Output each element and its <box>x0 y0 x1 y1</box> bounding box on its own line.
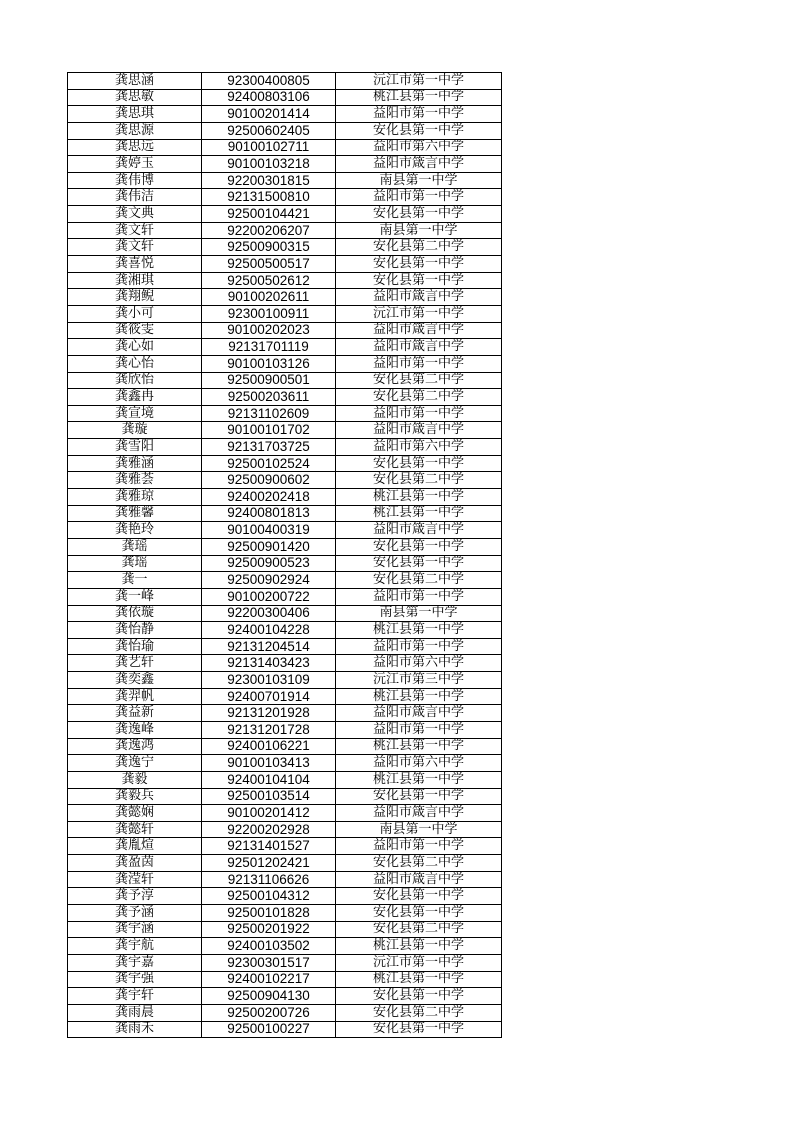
exam-number-cell: 92200300406 <box>202 605 336 622</box>
exam-number-cell: 90100200722 <box>202 588 336 605</box>
exam-number-cell: 92300103109 <box>202 672 336 689</box>
table-row <box>68 272 502 289</box>
table-row <box>68 455 502 472</box>
table-row <box>68 372 502 389</box>
school-name-cell: 益阳市箴言中学 <box>336 322 502 339</box>
table-row <box>68 305 502 322</box>
school-name-cell: 安化县第二中学 <box>336 372 502 389</box>
school-name-cell: 南县第一中学 <box>336 172 502 189</box>
exam-number-cell: 90100103126 <box>202 355 336 372</box>
student-name-cell: 龚心如 <box>68 339 202 356</box>
table-row <box>68 971 502 988</box>
school-name-cell: 益阳市箴言中学 <box>336 705 502 722</box>
student-name-cell: 龚文轩 <box>68 222 202 239</box>
exam-number-cell: 92500901420 <box>202 538 336 555</box>
school-name-cell: 桃江县第一中学 <box>336 505 502 522</box>
school-name-cell: 益阳市第一中学 <box>336 405 502 422</box>
student-name-cell: 龚欣怡 <box>68 372 202 389</box>
exam-number-cell: 92131703725 <box>202 439 336 456</box>
student-name-cell: 龚毅 <box>68 771 202 788</box>
school-name-cell: 安化县第一中学 <box>336 988 502 1005</box>
exam-number-cell: 92131401527 <box>202 838 336 855</box>
exam-number-cell: 92500904130 <box>202 988 336 1005</box>
student-roster-table <box>67 72 502 1038</box>
exam-number-cell: 92400102217 <box>202 971 336 988</box>
student-name-cell: 龚雅琼 <box>68 489 202 506</box>
table-row <box>68 738 502 755</box>
table-row <box>68 222 502 239</box>
exam-number-cell: 92500900523 <box>202 555 336 572</box>
student-name-cell: 龚怡瑜 <box>68 638 202 655</box>
student-name-cell: 龚翔鲵 <box>68 289 202 306</box>
student-name-cell: 龚宇嘉 <box>68 954 202 971</box>
student-name-cell: 龚思涵 <box>68 73 202 90</box>
exam-number-cell: 92131201728 <box>202 721 336 738</box>
exam-number-cell: 92300400805 <box>202 73 336 90</box>
student-name-cell: 龚伟洁 <box>68 189 202 206</box>
school-name-cell: 安化县第二中学 <box>336 921 502 938</box>
student-name-cell: 龚宣境 <box>68 405 202 422</box>
school-name-cell: 安化县第一中学 <box>336 905 502 922</box>
table-row <box>68 1021 502 1038</box>
student-name-cell: 龚宇轩 <box>68 988 202 1005</box>
table-row <box>68 805 502 822</box>
school-name-cell: 安化县第二中学 <box>336 855 502 872</box>
school-name-cell: 益阳市箴言中学 <box>336 289 502 306</box>
exam-number-cell: 92131102609 <box>202 405 336 422</box>
student-name-cell: 龚思琪 <box>68 106 202 123</box>
table-row <box>68 389 502 406</box>
student-name-cell: 龚文典 <box>68 206 202 223</box>
table-row <box>68 605 502 622</box>
exam-number-cell: 90100103413 <box>202 755 336 772</box>
table-row <box>68 622 502 639</box>
student-name-cell: 龚逸峰 <box>68 721 202 738</box>
table-row <box>68 256 502 273</box>
exam-number-cell: 92131106626 <box>202 871 336 888</box>
exam-number-cell: 92500103514 <box>202 788 336 805</box>
exam-number-cell: 92500602405 <box>202 122 336 139</box>
school-name-cell: 益阳市第六中学 <box>336 755 502 772</box>
exam-number-cell: 92400103502 <box>202 938 336 955</box>
table-row <box>68 921 502 938</box>
exam-number-cell: 90100400319 <box>202 522 336 539</box>
exam-number-cell: 92400801813 <box>202 505 336 522</box>
table-row <box>68 771 502 788</box>
exam-number-cell: 92500201922 <box>202 921 336 938</box>
student-name-cell: 龚逸鸿 <box>68 738 202 755</box>
exam-number-cell: 92400803106 <box>202 89 336 106</box>
table-row <box>68 938 502 955</box>
exam-number-cell: 92500100227 <box>202 1021 336 1038</box>
exam-number-cell: 90100201414 <box>202 106 336 123</box>
school-name-cell: 安化县第二中学 <box>336 239 502 256</box>
school-name-cell: 益阳市箴言中学 <box>336 805 502 822</box>
table-row <box>68 838 502 855</box>
table-row <box>68 339 502 356</box>
student-name-cell: 龚小可 <box>68 305 202 322</box>
student-name-cell: 龚宇涵 <box>68 921 202 938</box>
school-name-cell: 桃江县第一中学 <box>336 89 502 106</box>
table-row <box>68 672 502 689</box>
student-name-cell: 龚璇 <box>68 422 202 439</box>
table-row <box>68 755 502 772</box>
table-row <box>68 1004 502 1021</box>
school-name-cell: 南县第一中学 <box>336 605 502 622</box>
table-row <box>68 855 502 872</box>
table-row <box>68 289 502 306</box>
exam-number-cell: 90100101702 <box>202 422 336 439</box>
table-row <box>68 871 502 888</box>
student-name-cell: 龚予淳 <box>68 888 202 905</box>
student-name-cell: 龚文轩 <box>68 239 202 256</box>
table-row <box>68 405 502 422</box>
table-row <box>68 472 502 489</box>
table-row <box>68 422 502 439</box>
exam-number-cell: 92131201928 <box>202 705 336 722</box>
table-row <box>68 721 502 738</box>
table-row <box>68 505 502 522</box>
student-name-cell: 龚宇强 <box>68 971 202 988</box>
table-row <box>68 156 502 173</box>
school-name-cell: 桃江县第一中学 <box>336 489 502 506</box>
exam-number-cell: 92131403423 <box>202 655 336 672</box>
exam-number-cell: 92300100911 <box>202 305 336 322</box>
student-name-cell: 龚雅荟 <box>68 472 202 489</box>
student-name-cell: 龚雨禾 <box>68 1021 202 1038</box>
school-name-cell: 安化县第一中学 <box>336 788 502 805</box>
student-name-cell: 龚瑶 <box>68 555 202 572</box>
student-name-cell: 龚一峰 <box>68 588 202 605</box>
school-name-cell: 益阳市第一中学 <box>336 638 502 655</box>
table-row <box>68 73 502 90</box>
exam-number-cell: 90100202611 <box>202 289 336 306</box>
exam-number-cell: 92500101828 <box>202 905 336 922</box>
school-name-cell: 益阳市箴言中学 <box>336 156 502 173</box>
table-row <box>68 239 502 256</box>
exam-number-cell: 92500500517 <box>202 256 336 273</box>
table-row <box>68 788 502 805</box>
table-row <box>68 189 502 206</box>
exam-number-cell: 92200206207 <box>202 222 336 239</box>
school-name-cell: 益阳市第一中学 <box>336 838 502 855</box>
school-name-cell: 桃江县第一中学 <box>336 971 502 988</box>
exam-number-cell: 92500200726 <box>202 1004 336 1021</box>
student-name-cell: 龚盈茵 <box>68 855 202 872</box>
school-name-cell: 安化县第一中学 <box>336 555 502 572</box>
school-name-cell: 益阳市箴言中学 <box>336 339 502 356</box>
exam-number-cell: 92500902924 <box>202 572 336 589</box>
table-row <box>68 106 502 123</box>
student-name-cell: 龚逸宁 <box>68 755 202 772</box>
student-name-cell: 龚思远 <box>68 139 202 156</box>
school-name-cell: 安化县第一中学 <box>336 538 502 555</box>
school-name-cell: 安化县第二中学 <box>336 1004 502 1021</box>
exam-number-cell: 92300301517 <box>202 954 336 971</box>
table-row <box>68 172 502 189</box>
school-name-cell: 安化县第一中学 <box>336 122 502 139</box>
table-row <box>68 954 502 971</box>
exam-number-cell: 92400104228 <box>202 622 336 639</box>
table-row <box>68 355 502 372</box>
table-row <box>68 572 502 589</box>
exam-number-cell: 92131204514 <box>202 638 336 655</box>
student-name-cell: 龚益新 <box>68 705 202 722</box>
table-row <box>68 555 502 572</box>
table-row <box>68 821 502 838</box>
student-name-cell: 龚懿轩 <box>68 821 202 838</box>
school-name-cell: 益阳市箴言中学 <box>336 871 502 888</box>
table-row <box>68 905 502 922</box>
exam-number-cell: 92501202421 <box>202 855 336 872</box>
exam-number-cell: 90100202023 <box>202 322 336 339</box>
exam-number-cell: 92400701914 <box>202 688 336 705</box>
table-row <box>68 89 502 106</box>
school-name-cell: 安化县第一中学 <box>336 256 502 273</box>
school-name-cell: 安化县第一中学 <box>336 455 502 472</box>
school-name-cell: 益阳市第一中学 <box>336 189 502 206</box>
student-name-cell: 龚怡静 <box>68 622 202 639</box>
exam-number-cell: 92400106221 <box>202 738 336 755</box>
student-name-cell: 龚毅兵 <box>68 788 202 805</box>
exam-number-cell: 90100103218 <box>202 156 336 173</box>
table-row <box>68 638 502 655</box>
student-name-cell: 龚一 <box>68 572 202 589</box>
school-name-cell: 桃江县第一中学 <box>336 738 502 755</box>
table-row <box>68 988 502 1005</box>
school-name-cell: 益阳市箴言中学 <box>336 422 502 439</box>
student-name-cell: 龚心怡 <box>68 355 202 372</box>
school-name-cell: 安化县第一中学 <box>336 206 502 223</box>
student-name-cell: 龚筱雯 <box>68 322 202 339</box>
table-row <box>68 439 502 456</box>
student-name-cell: 龚思敏 <box>68 89 202 106</box>
school-name-cell: 安化县第一中学 <box>336 272 502 289</box>
table-row <box>68 538 502 555</box>
school-name-cell: 沅江市第三中学 <box>336 672 502 689</box>
exam-number-cell: 92500104312 <box>202 888 336 905</box>
exam-number-cell: 90100201412 <box>202 805 336 822</box>
school-name-cell: 南县第一中学 <box>336 222 502 239</box>
table-row <box>68 688 502 705</box>
student-name-cell: 龚雨晨 <box>68 1004 202 1021</box>
exam-number-cell: 92200202928 <box>202 821 336 838</box>
school-name-cell: 沅江市第一中学 <box>336 73 502 90</box>
student-name-cell: 龚雅馨 <box>68 505 202 522</box>
school-name-cell: 安化县第二中学 <box>336 389 502 406</box>
school-name-cell: 沅江市第一中学 <box>336 305 502 322</box>
student-name-cell: 龚雅涵 <box>68 455 202 472</box>
exam-number-cell: 92500900315 <box>202 239 336 256</box>
exam-number-cell: 92131701119 <box>202 339 336 356</box>
exam-number-cell: 92500203611 <box>202 389 336 406</box>
table-row <box>68 655 502 672</box>
exam-number-cell: 92400202418 <box>202 489 336 506</box>
table-row <box>68 705 502 722</box>
school-name-cell: 益阳市箴言中学 <box>336 522 502 539</box>
school-name-cell: 南县第一中学 <box>336 821 502 838</box>
student-name-cell: 龚羿帆 <box>68 688 202 705</box>
school-name-cell: 安化县第二中学 <box>336 572 502 589</box>
student-name-cell: 龚鑫冉 <box>68 389 202 406</box>
school-name-cell: 桃江县第一中学 <box>336 688 502 705</box>
roster-body <box>68 73 502 1038</box>
exam-number-cell: 90100102711 <box>202 139 336 156</box>
school-name-cell: 安化县第一中学 <box>336 888 502 905</box>
exam-number-cell: 92131500810 <box>202 189 336 206</box>
exam-number-cell: 92500104421 <box>202 206 336 223</box>
school-name-cell: 益阳市第六中学 <box>336 655 502 672</box>
student-name-cell: 龚思源 <box>68 122 202 139</box>
school-name-cell: 安化县第二中学 <box>336 472 502 489</box>
student-name-cell: 龚艳玲 <box>68 522 202 539</box>
table-row <box>68 139 502 156</box>
student-name-cell: 龚宇航 <box>68 938 202 955</box>
table-row <box>68 122 502 139</box>
table-row <box>68 522 502 539</box>
table-row <box>68 588 502 605</box>
student-name-cell: 龚依璇 <box>68 605 202 622</box>
table-row <box>68 888 502 905</box>
student-name-cell: 龚瑶 <box>68 538 202 555</box>
student-name-cell: 龚艺轩 <box>68 655 202 672</box>
school-name-cell: 益阳市第一中学 <box>336 106 502 123</box>
school-name-cell: 桃江县第一中学 <box>336 771 502 788</box>
exam-number-cell: 92200301815 <box>202 172 336 189</box>
student-name-cell: 龚喜悦 <box>68 256 202 273</box>
school-name-cell: 益阳市第六中学 <box>336 139 502 156</box>
school-name-cell: 益阳市第一中学 <box>336 355 502 372</box>
student-name-cell: 龚滢轩 <box>68 871 202 888</box>
exam-number-cell: 92500900501 <box>202 372 336 389</box>
exam-number-cell: 92400104104 <box>202 771 336 788</box>
school-name-cell: 安化县第一中学 <box>336 1021 502 1038</box>
school-name-cell: 沅江市第一中学 <box>336 954 502 971</box>
table-row <box>68 322 502 339</box>
student-name-cell: 龚予涵 <box>68 905 202 922</box>
student-name-cell: 龚湘琪 <box>68 272 202 289</box>
student-name-cell: 龚胤煊 <box>68 838 202 855</box>
student-name-cell: 龚懿娴 <box>68 805 202 822</box>
school-name-cell: 益阳市第一中学 <box>336 721 502 738</box>
student-name-cell: 龚婷玉 <box>68 156 202 173</box>
exam-number-cell: 92500102524 <box>202 455 336 472</box>
student-name-cell: 龚雪阳 <box>68 439 202 456</box>
school-name-cell: 益阳市第一中学 <box>336 588 502 605</box>
table-row <box>68 489 502 506</box>
exam-number-cell: 92500502612 <box>202 272 336 289</box>
school-name-cell: 桃江县第一中学 <box>336 622 502 639</box>
school-name-cell: 益阳市第六中学 <box>336 439 502 456</box>
student-name-cell: 龚奕鑫 <box>68 672 202 689</box>
exam-number-cell: 92500900602 <box>202 472 336 489</box>
school-name-cell: 桃江县第一中学 <box>336 938 502 955</box>
table-row <box>68 206 502 223</box>
student-name-cell: 龚伟博 <box>68 172 202 189</box>
